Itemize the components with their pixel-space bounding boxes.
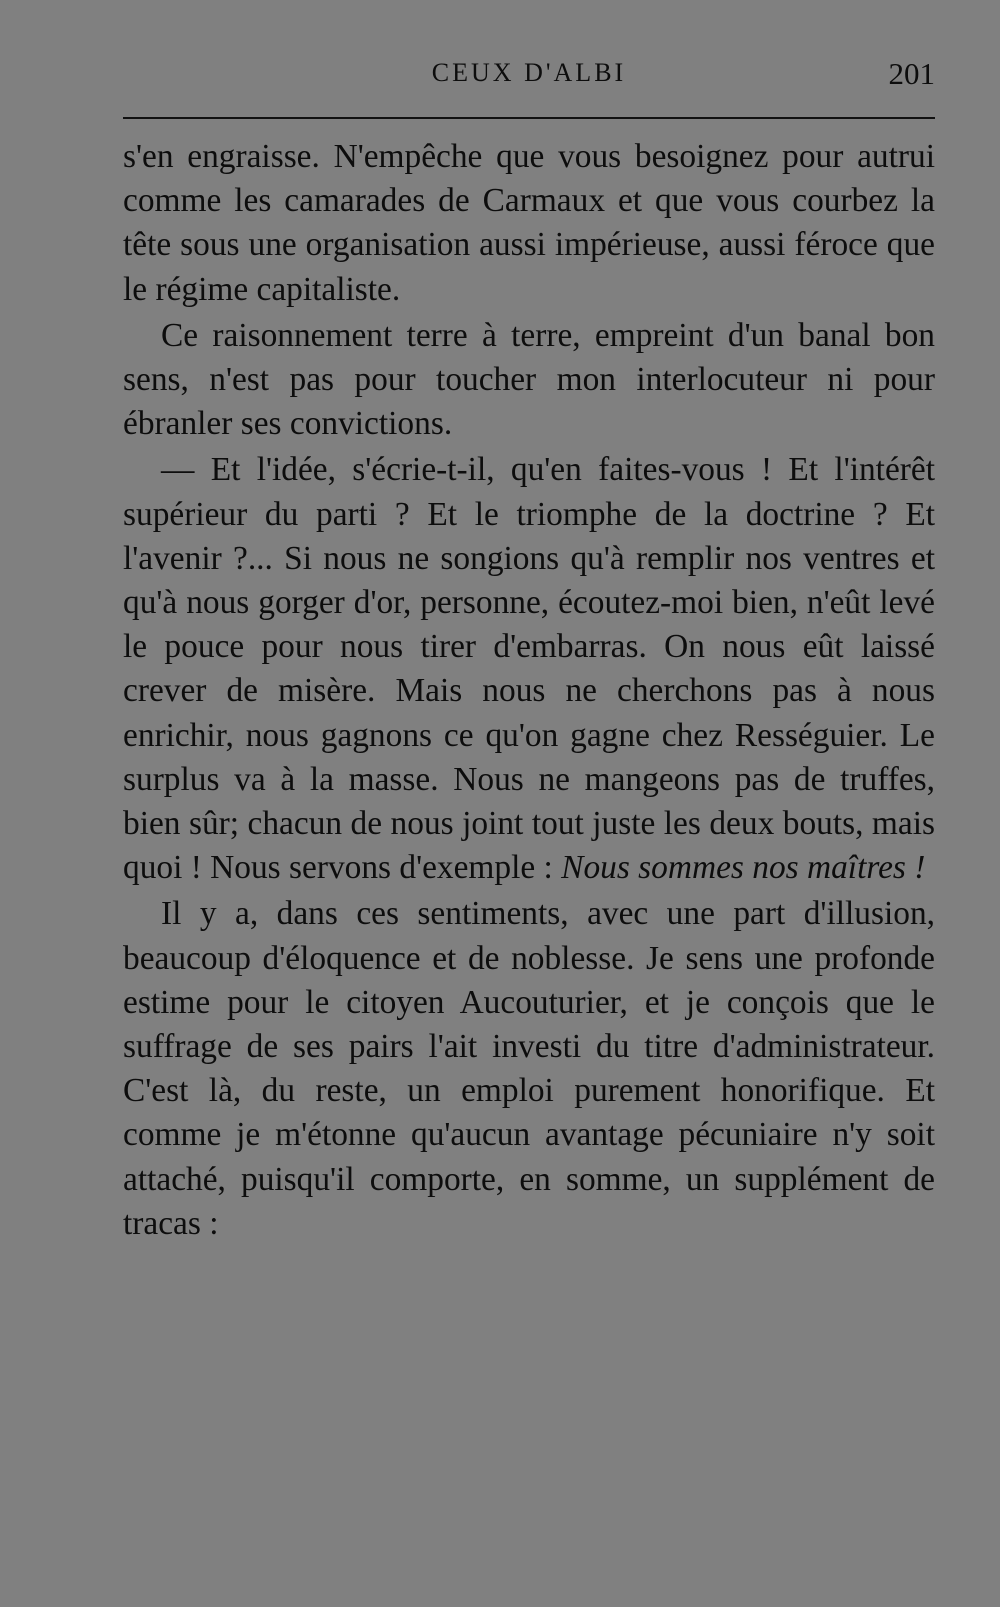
paragraph-2 — [123, 314, 935, 447]
paragraph-3-italic: Nous sommes nos maîtres ! — [561, 849, 926, 887]
book-page — [123, 58, 935, 1246]
paragraph-4-text: Il y a, dans ces sentiments, avec une part d'illusion, beaucoup d'éloquence et de noblesse. Je sens une profonde estime pour le citoyen Aucouturier, et je conçois que le suffrage de ses pairs l'ait investi du titre d'administrateur. C'est là, du reste, un emploi purement honorifique. Et comme je m'étonne qu'aucun avantage pécuniaire n'y soit attaché, puisqu'il comporte, en somme, un supplément de tracas : — [123, 895, 935, 1242]
paragraph-3-text: — Et l'idée, s'écrie-t-il, qu'en faites-vous ! Et l'intérêt supérieur du parti ? Et le triomphe de la doctrine ? Et l'avenir ?... Si nous ne songions qu'à remplir nos ventres et qu'à nous gorger d'or, personne, écoutez-moi bien, n'eût levé le pouce pour nous tirer d'embarras. On nous eût laissé crever de misère. Mais nous ne cherchons pas à nous enrichir, nous gagnons ce qu'on gagne chez Rességuier. Le surplus va à la masse. Nous ne mangeons pas de truffes, bien sûr; chacun de nous joint tout juste les deux bouts, mais quoi ! Nous servons d'exemple : — [123, 451, 935, 887]
paragraph-4 — [123, 892, 935, 1246]
page-number: 201 — [888, 56, 935, 91]
paragraph-1 — [123, 135, 935, 312]
body-text — [123, 135, 935, 1246]
running-title: CEUX D'ALBI — [431, 58, 627, 87]
page-header — [123, 58, 935, 98]
paragraph-2-text: Ce raisonnement terre à terre, empreint d'un banal bon sens, n'est pas pour toucher mon interlocuteur ni pour ébranler ses convictions. — [123, 316, 935, 443]
paragraph-3 — [123, 448, 935, 890]
paragraph-1-text: s'en engraisse. N'empêche que vous besoignez pour autrui comme les camarades de Carmaux et que vous courbez la tête sous une organisation aussi impérieuse, aussi féroce que le régime capitaliste. — [123, 138, 935, 308]
header-rule — [123, 117, 935, 119]
